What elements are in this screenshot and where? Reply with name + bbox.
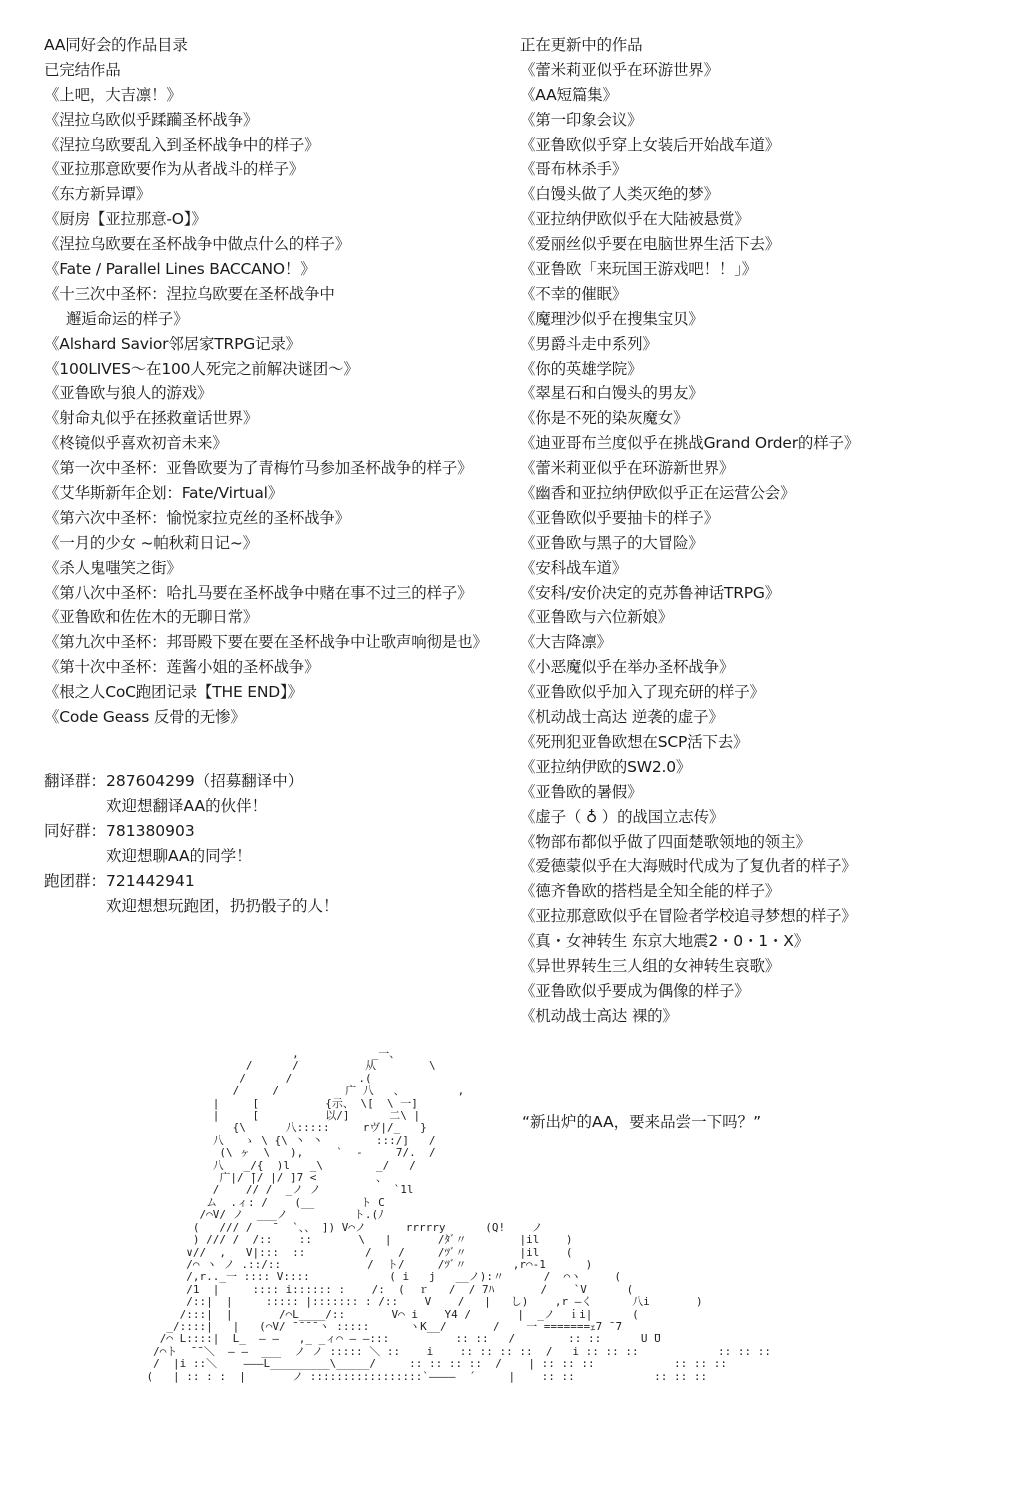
group-note: 欢迎想翻译AA的伙伴！: [106, 797, 268, 815]
work-item: 《亚鲁欧似乎加入了现充研的样子》: [520, 683, 765, 702]
work-item: 《Fate / Parallel Lines BACCANO！》: [44, 260, 316, 279]
ongoing-works-column: [520, 33, 1000, 1029]
work-item: 《第九次中圣杯：邦哥殿下要在要在圣杯战争中让歌声响彻是也》: [44, 633, 488, 652]
work-item: 《哥布林杀手》: [520, 160, 628, 179]
work-item: 《幽香和亚拉纳伊欧似乎正在运营公会》: [520, 484, 796, 503]
ongoing-heading: 正在更新中的作品: [520, 36, 643, 54]
work-item: 《蕾米莉亚似乎在环游世界》: [520, 60, 719, 79]
group-label: 跑团群：: [44, 872, 107, 890]
work-item: 《上吧，大吉凛！》: [44, 85, 182, 104]
work-item: 《第六次中圣杯：愉悦家拉克丝的圣杯战争》: [44, 508, 351, 527]
work-item: 《亚拉那意欧似乎在冒险者学校追寻梦想的样子》: [520, 907, 857, 926]
work-item: 《白馒头做了人类灭绝的梦》: [520, 185, 719, 204]
work-item: 《厨房【亚拉那意-O】》: [44, 210, 207, 229]
work-item: 《虚子（ ♁ ）的战国立志传》: [520, 807, 725, 826]
group-row: [44, 869, 514, 894]
work-item: 《涅拉乌欧要乱入到圣杯战争中的样子》: [44, 135, 320, 154]
work-item: 《你的英雄学院》: [520, 359, 643, 378]
work-item: 《亚鲁欧似乎要成为偶像的样子》: [520, 981, 750, 1000]
work-item: 《射命丸似乎在拯救童话世界》: [44, 409, 259, 428]
work-item: 《东方新异谭》: [44, 185, 152, 204]
work-item: 《十三次中圣杯：涅拉乌欧要在圣杯战争中: [44, 284, 335, 303]
work-item: 《第一次中圣杯：亚鲁欧要为了青梅竹马参加圣杯战争的样子》: [44, 459, 473, 478]
work-item: 《一月的少女 ~帕秋莉日记~》: [44, 533, 258, 552]
group-number: 721442941: [106, 872, 195, 890]
work-item: 《魔理沙似乎在搜集宝贝》: [520, 309, 704, 328]
work-item: 《第一印象会议》: [520, 110, 643, 129]
work-item: 《AA短篇集》: [520, 85, 618, 104]
work-item: 《爱德蒙似乎在大海贼时代成为了复仇者的样子》: [520, 857, 857, 876]
work-item: 《亚鲁欧似乎要抽卡的样子》: [520, 508, 719, 527]
work-item: 《柊镜似乎喜欢初音未来》: [44, 434, 228, 453]
group-row: [44, 769, 514, 794]
work-item: 《亚鲁欧「来玩国王游戏吧！！」》: [520, 260, 758, 279]
work-item: 《涅拉乌欧似乎蹂躏圣杯战争》: [44, 110, 259, 129]
work-item: 《机动战士高达 逆袭的虚子》: [520, 708, 724, 727]
work-item: 《不幸的催眠》: [520, 284, 628, 303]
work-item: 《爱丽丝似乎要在电脑世界生活下去》: [520, 235, 781, 254]
work-item: 《第八次中圣杯：哈扎马要在圣杯战争中赌在事不过三的样子》: [44, 583, 473, 602]
work-item: 《第十次中圣杯：莲酱小姐的圣杯战争》: [44, 658, 320, 677]
work-item: 《蕾米莉亚似乎在环游新世界》: [520, 459, 735, 478]
work-item: 《涅拉乌欧要在圣杯战争中做点什么的样子》: [44, 235, 351, 254]
work-item: 《亚鲁欧与黑子的大冒险》: [520, 533, 704, 552]
work-item: 《安科/安价决定的克苏鲁神话TRPG》: [520, 583, 781, 602]
work-item: 《你是不死的染灰魔女》: [520, 409, 689, 428]
work-item: 《异世界转生三人组的女神转生哀歌》: [520, 956, 781, 975]
work-item: 《男爵斗走中系列》: [520, 334, 658, 353]
group-label: 翻译群：: [44, 772, 107, 790]
completed-works-column: [44, 33, 514, 730]
work-item: 《亚拉那意欧要作为从者战斗的样子》: [44, 160, 305, 179]
work-item: 《亚拉纳伊欧的SW2.0》: [520, 757, 692, 776]
work-item: 《亚鲁欧的暑假》: [520, 782, 643, 801]
work-item: 《真・女神转生 东京大地震2・0・1・X》: [520, 932, 809, 951]
work-item: 《亚鲁欧与六位新娘》: [520, 608, 674, 627]
work-item: 《亚鲁欧似乎穿上女装后开始战车道》: [520, 135, 781, 154]
work-item: 《德齐鲁欧的搭档是全知全能的样子》: [520, 882, 781, 901]
group-contacts: [44, 769, 514, 919]
group-label: 同好群：: [44, 822, 107, 840]
group-note: 欢迎想聊AA的同学！: [106, 847, 252, 865]
work-item: 《杀人鬼嗤笑之街》: [44, 558, 182, 577]
work-item: 《迪亚哥布兰度似乎在挑战Grand Order的样子》: [520, 434, 860, 453]
work-item: 《大吉降凛》: [520, 633, 612, 652]
work-item: 《Alshard Savior邻居家TRPG记录》: [44, 334, 301, 353]
catalog-title: AA同好会的作品目录: [44, 36, 188, 54]
work-item: 《亚拉纳伊欧似乎在大陆被悬赏》: [520, 210, 750, 229]
work-item: 《小恶魔似乎在举办圣杯战争》: [520, 658, 735, 677]
group-number: 781380903: [106, 822, 195, 840]
work-item: 《安科战车道》: [520, 558, 628, 577]
work-item: 《翠星石和白馒头的男友》: [520, 384, 704, 403]
ascii-art-illustration: , _一、 / / 从 \ / / .( / / 广 八 、 , | [ {示、 \[ \ 一] | [ 以/] 二\ | {\ 八::::: rヴ|/_ } 八 ゝ \ {\ 丶 丶 :::/] / (\ ヶ \ ), ` - 7/. / 八 _/{ )l _\ _/ / 广|/ ̄|/ |/ ]7 < 、 / // / _ノ ノ `1l ム .ィ: / (__ ト C /⌒V/ ノ ___ノ ト.(ﾉ ( /// / ̄ `、、 ]) V⌒ノ rrrrry (Q! ノ ) /// / /:: :: \ | /ﾀﾞ〃 |il ) ∨// , V|::: :: / / /ﾂﾞ〃 |il ( /⌒ ヽ ノ .::/:: / ト/ /ﾂﾞ〃 ,r⌒-1 ) /,r.._一 :::: V:::: ( i j __ノ):〃 / ⌒ヽ ( /1 | :::: i:::::: : /: ( ｒ / / 7ﾊ / `V ( /::| | ::::: |::::::: : /:: V / | し) ,r ―く 八i ) /:::| | /⌒L____/:: V⌒ i Y4 / | _ノ ｉi| ( _/::::| | (⌒V/ ̄ ̄ ̄ ̄ ヽ ::::: ヽK__/ / 一 =======ｪ7 ̄ ̄7 /⌒ L::::| L_ ― ― ,_ _ィ⌒ ― ―::: :: :: / :: :: U ̄U /⌒ト ̄ ̄ ＼ ― ― ___ ノ ノ ::::: ＼ :: i :: :: :: :: / i :: :: :: :: :: :: / |i ::＼ ―――L_________\_____/ :: :: :: :: / | :: :: :: :: :: :: ( | :: : : | ノ :::::::::::::::::`―――― ´ | :: :: :: :: ::: [146, 1047, 772, 1383]
work-item: 《艾华斯新年企划：Fate/Virtual》: [44, 484, 284, 503]
work-item-continuation: 邂逅命运的样子》: [66, 309, 189, 328]
completed-heading: 已完结作品: [44, 60, 121, 79]
speech-quote: “新出炉的AA，要来品尝一下吗？”: [522, 1113, 762, 1131]
work-item: 《机动战士高达 裸的》: [520, 1006, 678, 1025]
work-item: 《根之人CoC跑团记录【THE END】》: [44, 683, 303, 702]
group-row: [44, 819, 514, 844]
group-note: 欢迎想想玩跑团，扔扔骰子的人！: [106, 897, 339, 915]
work-item: 《亚鲁欧与狼人的游戏》: [44, 384, 213, 403]
work-item: 《物部布都似乎做了四面楚歌领地的领主》: [520, 832, 811, 851]
work-item: 《死刑犯亚鲁欧想在SCP活下去》: [520, 732, 749, 751]
group-number: 287604299（招募翻译中）: [106, 772, 304, 790]
work-item: 《100LIVES～在100人死完之前解决谜团～》: [44, 359, 359, 378]
work-item: 《Code Geass 反骨的无惨》: [44, 708, 246, 727]
work-item: 《亚鲁欧和佐佐木的无聊日常》: [44, 608, 259, 627]
